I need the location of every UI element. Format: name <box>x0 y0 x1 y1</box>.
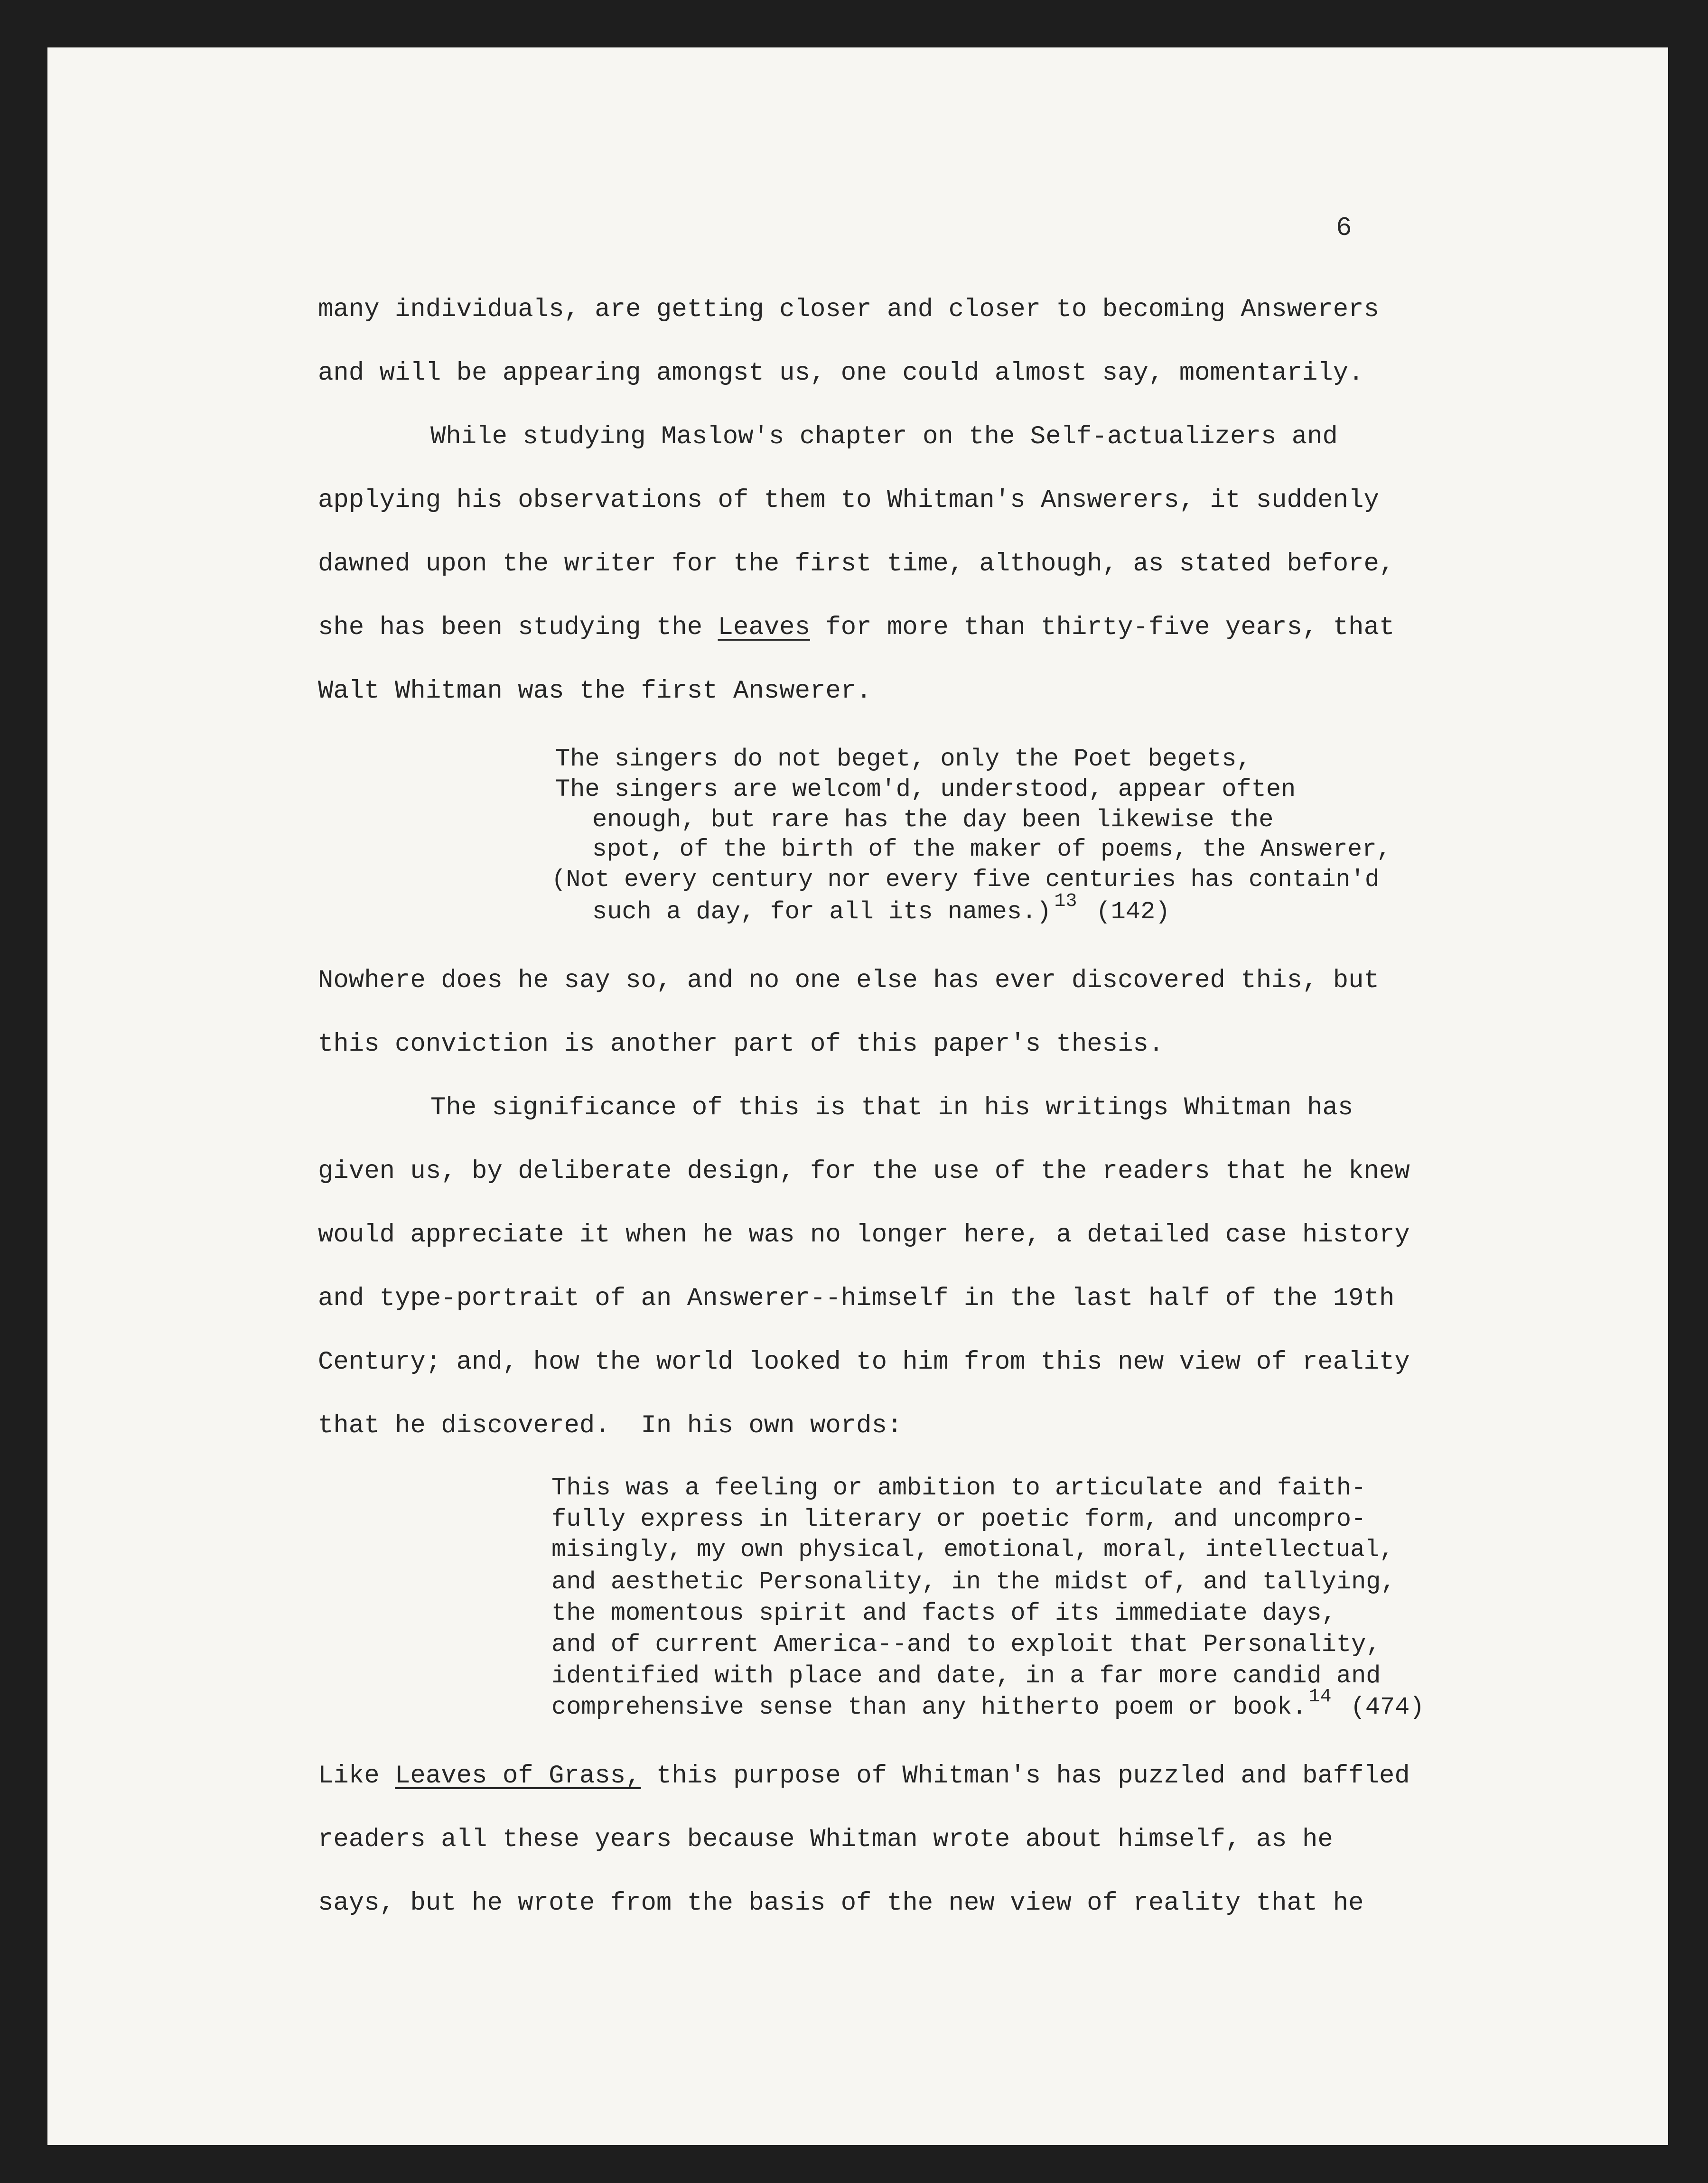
body-line-11: given us, by deliberate design, for the use of the readers that he knew <box>318 1157 1410 1186</box>
quote1-line-3: enough, but rare has the day been likewise the <box>592 806 1274 834</box>
quote2-line-4: and aesthetic Personality, in the midst of, and tallying, <box>551 1568 1396 1596</box>
body-line-6-end: for more than thirty-five years, that <box>810 613 1395 642</box>
body-line-7: Walt Whitman was the first Answerer. <box>318 677 872 706</box>
title-leaves-of-grass: Leaves of Grass, <box>395 1762 641 1791</box>
quote2-citation: (474) <box>1350 1693 1425 1721</box>
body-line-10: The significance of this is that in his writings Whitman has <box>430 1093 1353 1122</box>
body-line-4: applying his observations of them to Whitman's Answerers, it suddenly <box>318 486 1379 515</box>
quote1-line-1: The singers do not beget, only the Poet begets, <box>555 745 1251 773</box>
body-line-6-start: she has been studying the <box>318 613 718 642</box>
quote2-line-2: fully express in literary or poetic form, and uncompro- <box>551 1505 1366 1533</box>
body-line-12: would appreciate it when he was no longer here, a detailed case history <box>318 1221 1410 1250</box>
body-line-1: many individuals, are getting closer and closer to becoming Answerers <box>318 295 1379 324</box>
quote1-line-6-text: such a day, for all its names.) <box>592 898 1052 926</box>
body-line-9: this conviction is another part of this paper's thesis. <box>318 1030 1164 1059</box>
quote1-line-5: (Not every century nor every five centuries has contain'd <box>551 867 1380 894</box>
quote1-line-2: The singers are welcom'd, understood, appear often <box>555 775 1296 803</box>
body-line-8: Nowhere does he say so, and no one else has ever discovered this, but <box>318 966 1379 995</box>
quote1-line-4: spot, of the birth of the maker of poems, the Answerer, <box>592 836 1391 863</box>
quote2-line-1: This was a feeling or ambition to articulate and faith- <box>551 1474 1366 1502</box>
quote2-line-6: and of current America--and to exploit that Personality, <box>551 1631 1381 1659</box>
body-line-17: readers all these years because Whitman wrote about himself, as he <box>318 1825 1333 1854</box>
quote2-line-3: misingly, my own physical, emotional, moral, intellectual, <box>551 1537 1394 1564</box>
body-line-16-end: this purpose of Whitman's has puzzled and baffled <box>641 1762 1410 1791</box>
quote2-line-7: identified with place and date, in a far more candid and <box>551 1662 1381 1690</box>
footnote-13: 13 <box>1054 891 1077 912</box>
quote2-line-5: the momentous spirit and facts of its immediate days, <box>551 1599 1336 1627</box>
body-line-6 <box>318 613 1394 642</box>
body-line-16-start: Like <box>318 1762 395 1791</box>
body-line-2: and will be appearing amongst us, one could almost say, momentarily. <box>318 359 1364 388</box>
footnote-14: 14 <box>1308 1686 1332 1707</box>
body-line-16 <box>318 1762 1410 1791</box>
body-line-14: Century; and, how the world looked to him from this new view of reality <box>318 1348 1410 1377</box>
body-line-5: dawned upon the writer for the first time, although, as stated before, <box>318 550 1395 578</box>
document-page <box>47 47 1668 2145</box>
title-leaves: Leaves <box>718 613 810 642</box>
body-line-15: that he discovered. In his own words: <box>318 1411 903 1440</box>
quote1-line-6 <box>592 891 1170 926</box>
body-line-13: and type-portrait of an Answerer--himself in the last half of the 19th <box>318 1284 1395 1313</box>
body-line-18: says, but he wrote from the basis of the new view of reality that he <box>318 1889 1364 1918</box>
quote2-line-8-text: comprehensive sense than any hitherto poem or book. <box>551 1693 1307 1721</box>
page-number: 6 <box>1336 213 1352 243</box>
quote1-citation: (142) <box>1096 898 1170 926</box>
body-line-3: While studying Maslow's chapter on the Self-actualizers and <box>430 422 1338 451</box>
quote2-line-8 <box>551 1686 1425 1721</box>
